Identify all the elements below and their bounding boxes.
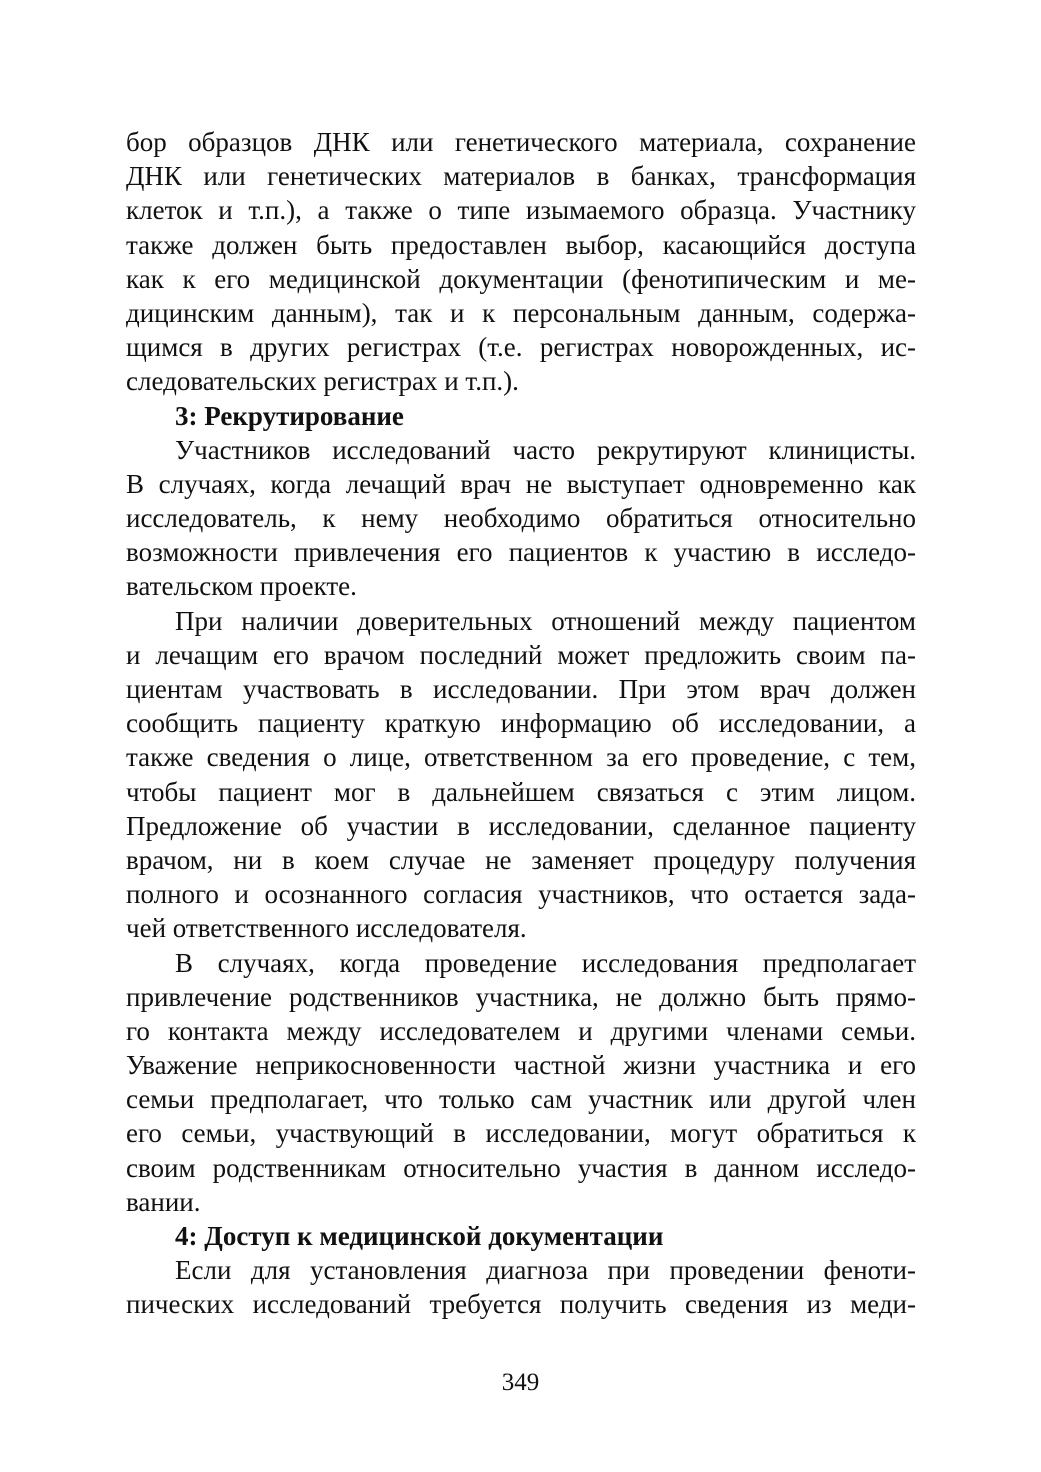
text-line: го контакта между исследователем и другими членами семьи. bbox=[126, 1015, 916, 1046]
text-line: привлечение родственников участника, не должно быть прямо- bbox=[126, 981, 916, 1012]
text-line: бор образцов ДНК или генетического материала, сохранение bbox=[126, 127, 916, 157]
text-line: врачом, ни в коем случае не заменяет процедуру получения bbox=[126, 844, 916, 875]
paragraph bbox=[126, 604, 916, 946]
paragraph bbox=[126, 433, 916, 604]
text-line: сообщить пациенту краткую информацию об исследовании, а bbox=[126, 708, 916, 739]
page-number: 349 bbox=[501, 1369, 540, 1396]
text-line: чей ответственного исследователя. bbox=[126, 913, 527, 944]
text-line: вании. bbox=[126, 1186, 201, 1217]
text-line: также сведения о лице, ответственном за его проведение, с тем, bbox=[126, 742, 916, 773]
paragraph bbox=[126, 125, 916, 399]
text-line: щимся в других регистрах (т.е. регистрах новорожденных, ис- bbox=[126, 332, 916, 363]
text-line: Если для установления диагноза при проведении феноти- bbox=[175, 1255, 916, 1286]
text-line: своим родственникам относительно участия в данном исследо- bbox=[126, 1152, 916, 1183]
text-line: вательском проекте. bbox=[126, 571, 357, 602]
section-heading: 4: Доступ к медицинской документации bbox=[175, 1221, 664, 1251]
text-line: Уважение неприкосновенности частной жизни участника и его bbox=[126, 1050, 916, 1081]
text-line: как к его медицинской документации (фенотипическим и ме- bbox=[126, 263, 916, 294]
text-line: следовательских регистрах и т.п.). bbox=[126, 366, 519, 397]
text-line: При наличии доверительных отношений между пациентом bbox=[175, 605, 916, 636]
text-line: В случаях, когда проведение исследования предполагает bbox=[175, 947, 916, 978]
text-line: и лечащим его врачом последний может предложить своим па- bbox=[126, 639, 916, 670]
text-line: чтобы пациент мог в дальнейшем связаться с этим лицом. bbox=[126, 776, 916, 807]
paragraph bbox=[126, 1253, 916, 1321]
text-line: исследователь, к нему необходимо обратиться относительно bbox=[126, 503, 916, 534]
text-line: Предложение об участии в исследовании, сделанное пациенту bbox=[126, 810, 916, 841]
text-line: возможности привлечения его пациентов к участию в исследо- bbox=[126, 537, 916, 568]
text-line: семьи предполагает, что только сам участник или другой член bbox=[126, 1084, 916, 1115]
text-line: полного и осознанного согласия участников, что остается зада- bbox=[126, 879, 916, 910]
text-line: также должен быть предоставлен выбор, касающийся доступа bbox=[126, 229, 916, 260]
text-line: его семьи, участвующий в исследовании, могут обратиться к bbox=[126, 1118, 916, 1149]
paragraph bbox=[126, 946, 916, 1220]
text-line: дицинским данным), так и к персональным данным, содержа- bbox=[126, 297, 916, 328]
section-heading: 3: Рекрутирование bbox=[175, 400, 404, 431]
page-body bbox=[126, 125, 916, 1322]
text-line: ДНК или генетических материалов в банках, трансформация bbox=[126, 161, 916, 192]
text-line: клеток и т.п.), а также о типе изымаемого образца. Участнику bbox=[126, 195, 916, 226]
text-line: циентам участвовать в исследовании. При этом врач должен bbox=[126, 674, 916, 704]
text-line: пических исследований требуется получить сведения из меди- bbox=[126, 1289, 916, 1320]
text-line: В случаях, когда лечащий врач не выступает одновременно как bbox=[126, 468, 916, 499]
text-line: Участников исследований часто рекрутируют клиницисты. bbox=[175, 434, 916, 465]
